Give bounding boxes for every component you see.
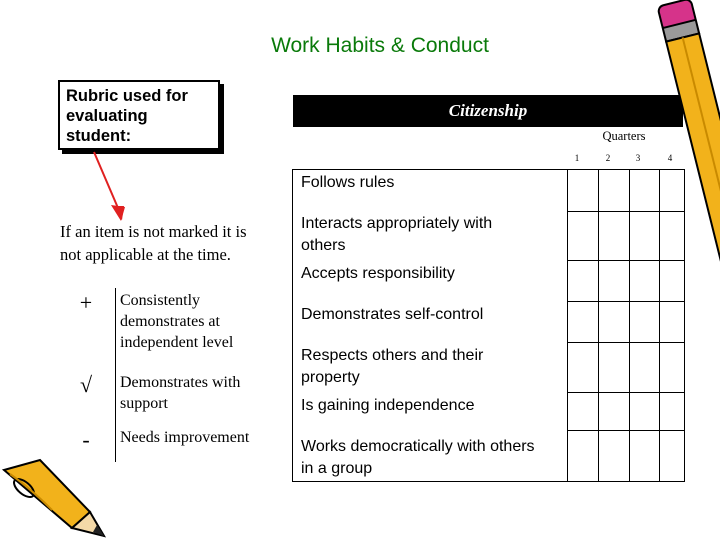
legend-row [57,288,265,370]
legend-row [57,425,265,462]
page-title: Work Habits & Conduct [271,34,489,57]
pencil-bottom-icon [0,458,110,540]
quarters-label: Quarters [602,129,646,143]
grid-line [567,170,568,481]
quarter-number: 3 [635,153,641,163]
rubric-box: Rubric used for evaluating student: [58,80,220,150]
legend-description: Needs improvement [120,429,250,447]
citizenship-header: Citizenship [293,95,683,127]
citizenship-item: Demonstrates self-control [301,306,484,323]
quarter-number: 2 [605,153,611,163]
legend-row [57,370,265,426]
citizenship-item: Accepts responsibility [301,265,455,282]
citizenship-item: Is gaining independence [301,397,475,414]
citizenship-item: Interacts appropriately with others [301,215,493,254]
arrow-icon [90,150,130,222]
legend-table [57,288,265,462]
legend-description: Demonstrates with support [120,373,241,412]
legend-symbol: + [57,288,116,370]
pencil-top-icon [595,0,720,500]
legend-symbol: √ [57,370,116,426]
legend-symbol: - [57,425,116,462]
quarter-number: 1 [574,153,580,163]
citizenship-item: Follows rules [301,174,395,191]
citizenship-item: Respects others and their property [301,347,484,386]
citizenship-item: Works democratically with others in a group [301,438,535,477]
legend-description: Consistently demonstrates at independent level [120,292,234,351]
note-text: If an item is not marked it is not applicable at the time. [60,222,247,264]
quarter-number: 4 [667,153,673,163]
